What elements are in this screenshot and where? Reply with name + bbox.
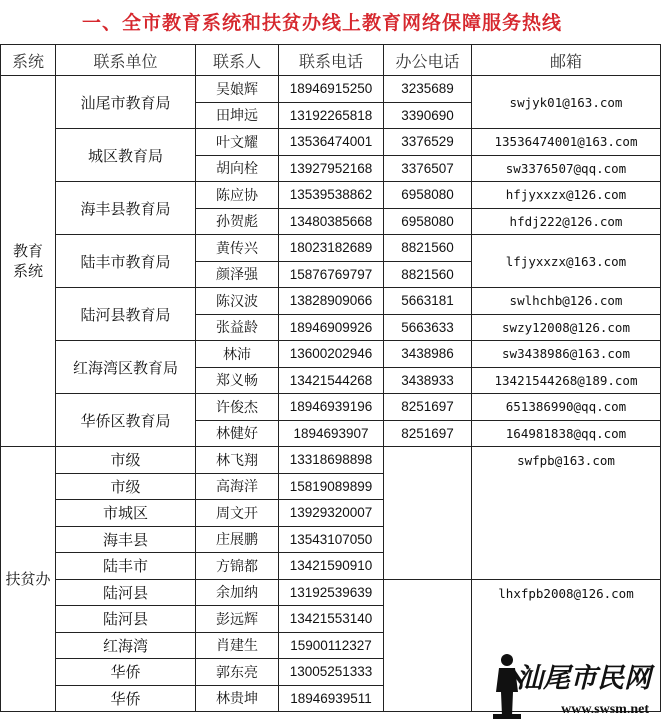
- contact-name: 林贵坤: [196, 685, 279, 712]
- contact-phone: 18946939511: [279, 685, 384, 712]
- unit-cell: 红海湾: [56, 632, 196, 659]
- office-phone: 8821560: [384, 235, 472, 262]
- contact-phone: 13421544268: [279, 367, 384, 394]
- contact-phone: 13192265818: [279, 102, 384, 129]
- contact-name: 郭东亮: [196, 659, 279, 686]
- office-phone: 8251697: [384, 394, 472, 421]
- email-cell: swzy12008@126.com: [472, 314, 661, 341]
- contact-phone: 18023182689: [279, 235, 384, 262]
- contact-name: 孙贺彪: [196, 208, 279, 235]
- page-title: 一、全市教育系统和扶贫办线上教育网络保障服务热线: [82, 12, 563, 34]
- office-phone: 5663181: [384, 288, 472, 315]
- system-cell-education: 教育 系统: [1, 76, 56, 447]
- table-header-row: [1, 45, 661, 76]
- contact-phone: 13927952168: [279, 155, 384, 182]
- contact-name: 颜泽强: [196, 261, 279, 288]
- contact-name: 林沛: [196, 341, 279, 368]
- office-phone-empty: [384, 579, 472, 712]
- unit-cell: 陆河县: [56, 606, 196, 633]
- table-row: [1, 288, 661, 315]
- contact-name: 彭远辉: [196, 606, 279, 633]
- contact-phone: 15819089899: [279, 473, 384, 500]
- contact-name: 肖建生: [196, 632, 279, 659]
- table-row: [1, 235, 661, 262]
- unit-cell: 红海湾区教育局: [56, 341, 196, 394]
- header-office: 办公电话: [384, 45, 472, 76]
- contact-name: 方锦都: [196, 553, 279, 580]
- contact-name: 黄传兴: [196, 235, 279, 262]
- contact-name: 吴娘辉: [196, 76, 279, 103]
- email-cell: hfdj222@126.com: [472, 208, 661, 235]
- unit-cell: 华侨: [56, 659, 196, 686]
- email-cell: hfjyxxzx@126.com: [472, 182, 661, 209]
- contact-name: 陈应协: [196, 182, 279, 209]
- office-phone: 8251697: [384, 420, 472, 447]
- contact-phone: 13421553140: [279, 606, 384, 633]
- table-row: [1, 341, 661, 368]
- contact-phone: 18946909926: [279, 314, 384, 341]
- contact-name: 张益龄: [196, 314, 279, 341]
- email-cell: swfpb@163.com: [472, 447, 661, 580]
- contact-name: 林飞翔: [196, 447, 279, 474]
- unit-cell: 陆丰市教育局: [56, 235, 196, 288]
- watermark: [487, 650, 657, 720]
- email-cell: sw3438986@163.com: [472, 341, 661, 368]
- contact-phone: 1894693907: [279, 420, 384, 447]
- office-phone: 8821560: [384, 261, 472, 288]
- contact-phone: 13318698898: [279, 447, 384, 474]
- unit-cell: 市城区: [56, 500, 196, 527]
- contact-phone: 13421590910: [279, 553, 384, 580]
- email-cell: swjyk01@163.com: [472, 76, 661, 129]
- contact-name: 余加纳: [196, 579, 279, 606]
- office-phone: 6958080: [384, 208, 472, 235]
- email-cell: 164981838@qq.com: [472, 420, 661, 447]
- watermark-url: www.swsm.net: [561, 702, 649, 717]
- email-cell: 13536474001@163.com: [472, 129, 661, 156]
- table-row: [1, 394, 661, 421]
- unit-cell: 陆河县: [56, 579, 196, 606]
- watermark-text: 汕尾市民网: [516, 663, 651, 694]
- office-phone: 5663633: [384, 314, 472, 341]
- header-contact: 联系人: [196, 45, 279, 76]
- header-unit: 联系单位: [56, 45, 196, 76]
- contact-name: 叶文耀: [196, 129, 279, 156]
- contact-table: [0, 44, 661, 712]
- system-cell-poverty: 扶贫办: [1, 447, 56, 712]
- contact-name: 庄展鹏: [196, 526, 279, 553]
- unit-cell: 陆丰市: [56, 553, 196, 580]
- header-email: 邮箱: [472, 45, 661, 76]
- unit-cell: 华侨区教育局: [56, 394, 196, 447]
- office-phone: 6958080: [384, 182, 472, 209]
- email-cell: lhxfpb2008@126.com: [472, 579, 661, 712]
- contact-name: 田坤远: [196, 102, 279, 129]
- contact-name: 郑义畅: [196, 367, 279, 394]
- email-cell: swlhchb@126.com: [472, 288, 661, 315]
- contact-phone: 15876769797: [279, 261, 384, 288]
- office-phone: 3235689: [384, 76, 472, 103]
- office-phone: 3376529: [384, 129, 472, 156]
- contact-name: 林健好: [196, 420, 279, 447]
- unit-cell: 城区教育局: [56, 129, 196, 182]
- contact-phone: 13929320007: [279, 500, 384, 527]
- header-system: 系统: [1, 45, 56, 76]
- email-cell: 13421544268@189.com: [472, 367, 661, 394]
- contact-phone: 13480385668: [279, 208, 384, 235]
- contact-phone: 13536474001: [279, 129, 384, 156]
- unit-cell: 汕尾市教育局: [56, 76, 196, 129]
- table-row: [1, 76, 661, 103]
- office-phone: 3390690: [384, 102, 472, 129]
- unit-cell: 市级: [56, 447, 196, 474]
- email-cell: lfjyxxzx@163.com: [472, 235, 661, 288]
- unit-cell: 华侨: [56, 685, 196, 712]
- contact-phone: 18946939196: [279, 394, 384, 421]
- unit-cell: 市级: [56, 473, 196, 500]
- office-phone: 3376507: [384, 155, 472, 182]
- header-phone: 联系电话: [279, 45, 384, 76]
- contact-phone: 13005251333: [279, 659, 384, 686]
- contact-name: 胡向栓: [196, 155, 279, 182]
- table-row: [1, 447, 661, 474]
- contact-phone: 13543107050: [279, 526, 384, 553]
- unit-cell: 海丰县教育局: [56, 182, 196, 235]
- contact-phone: 18946915250: [279, 76, 384, 103]
- contact-phone: 13192539639: [279, 579, 384, 606]
- email-cell: 651386990@qq.com: [472, 394, 661, 421]
- office-phone: 3438933: [384, 367, 472, 394]
- contact-phone: 15900112327: [279, 632, 384, 659]
- office-phone: 3438986: [384, 341, 472, 368]
- contact-name: 周文开: [196, 500, 279, 527]
- contact-name: 高海洋: [196, 473, 279, 500]
- email-cell: sw3376507@qq.com: [472, 155, 661, 182]
- contact-name: 许俊杰: [196, 394, 279, 421]
- table-row: [1, 182, 661, 209]
- contact-phone: 13828909066: [279, 288, 384, 315]
- table-row: [1, 579, 661, 606]
- contact-phone: 13539538862: [279, 182, 384, 209]
- table-row: [1, 129, 661, 156]
- office-phone-empty: [384, 447, 472, 580]
- unit-cell: 陆河县教育局: [56, 288, 196, 341]
- contact-name: 陈汉波: [196, 288, 279, 315]
- unit-cell: 海丰县: [56, 526, 196, 553]
- contact-phone: 13600202946: [279, 341, 384, 368]
